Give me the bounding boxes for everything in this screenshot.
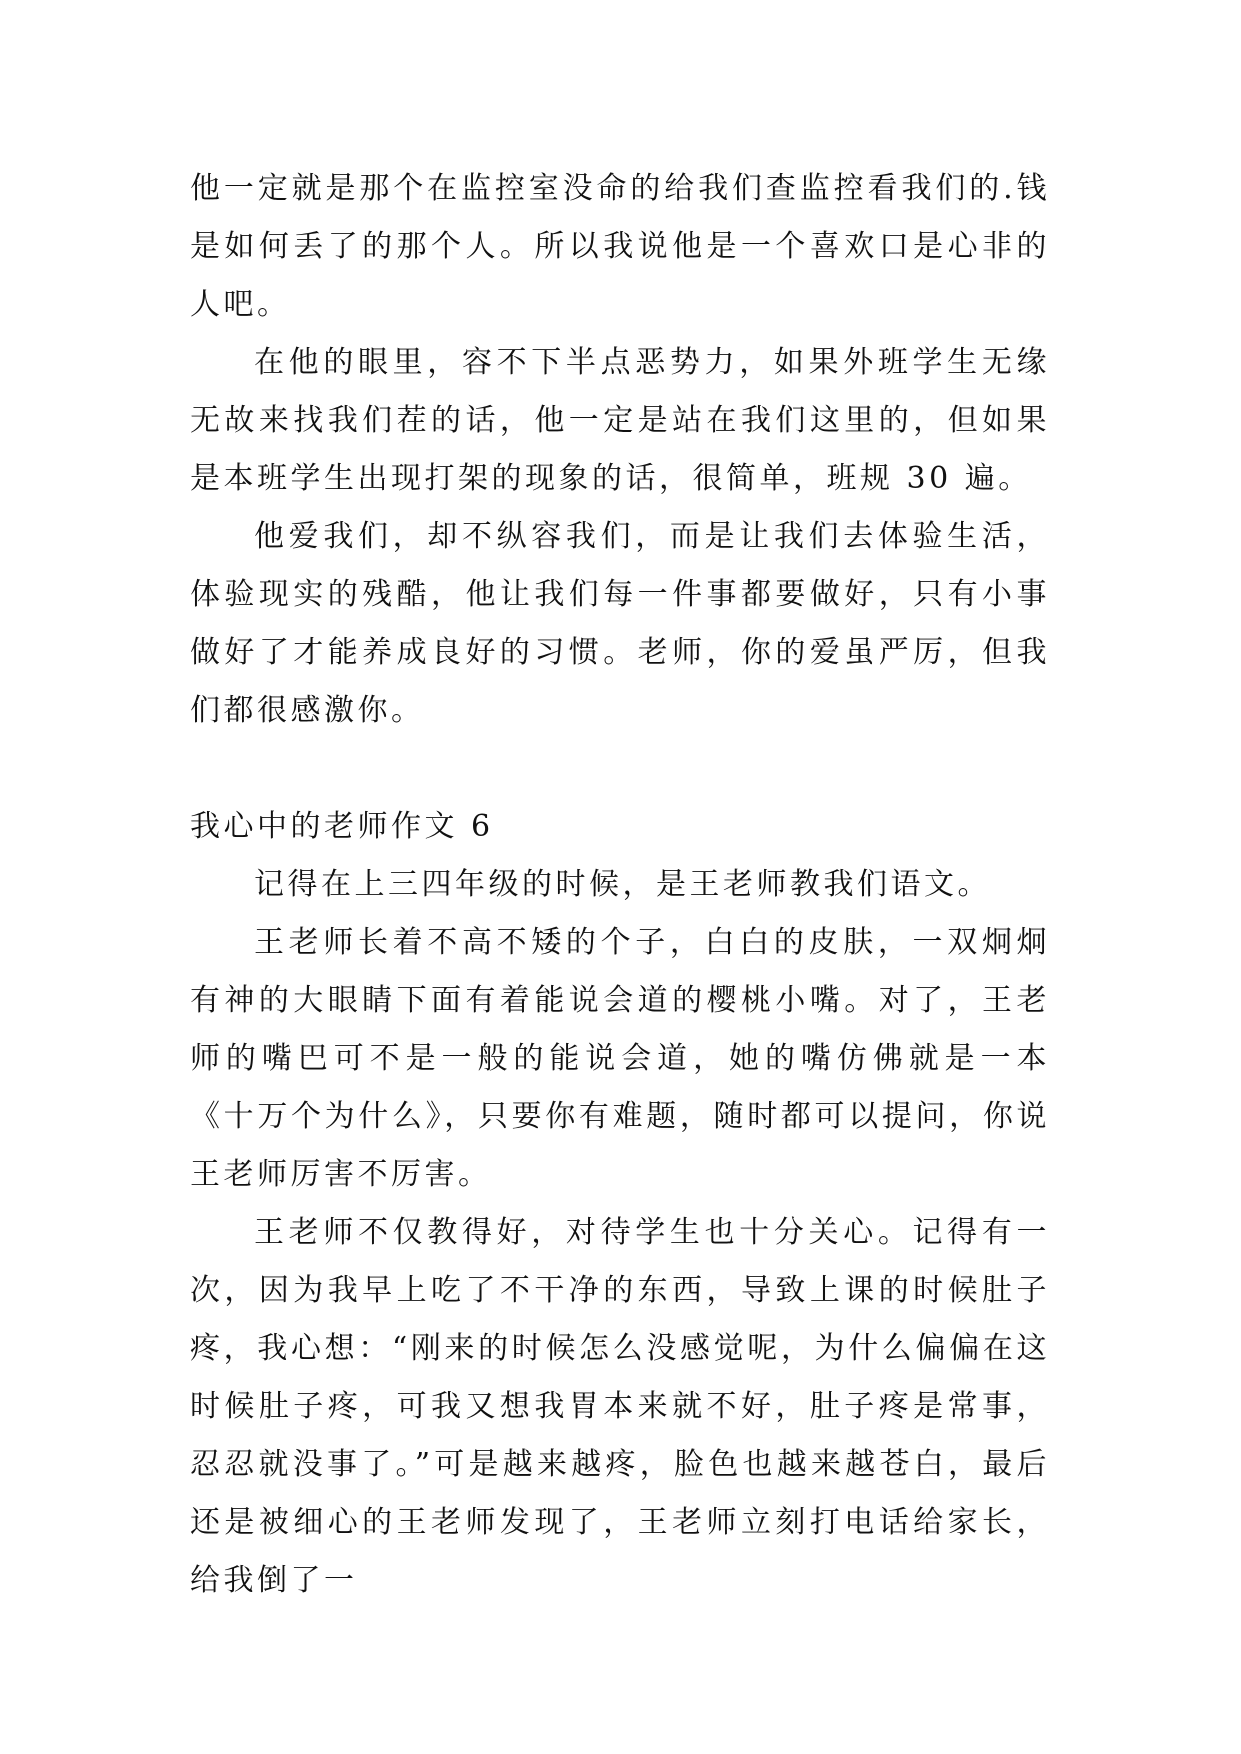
section-heading: 我心中的老师作文 6 — [190, 809, 494, 844]
paragraph-continuation: 他一定就是那个在监控室没命的给我们查监控看我们的.钱是如何丢了的那个人。所以我说他是一个喜欢口是心非的人吧。 — [190, 171, 1050, 322]
paragraph: 王老师长着不高不矮的个子，白白的皮肤，一双炯炯有神的大眼睛下面有着能说会道的樱桃小嘴。对了，王老师的嘴巴可不是一般的能说会道，她的嘴仿佛就是一本《十万个为什么》，只要你有难题，随时都可以提问，你说王老师厉害不厉害。 — [190, 925, 1050, 1192]
paragraph: 他爱我们，却不纵容我们，而是让我们去体验生活，体验现实的残酷，他让我们每一件事都要做好，只有小事做好了才能养成良好的习惯。老师，你的爱虽严厉，但我们都很感激你。 — [190, 519, 1050, 728]
paragraph: 记得在上三四年级的时候，是王老师教我们语文。 — [254, 867, 991, 902]
paragraph: 王老师不仅教得好，对待学生也十分关心。记得有一次，因为我早上吃了不干净的东西，导致上课的时候肚子疼，我心想：“刚来的时候怎么没感觉呢，为什么偏偏在这时候肚子疼，可我又想我胃本来就不好，肚子疼是常事，忍忍就没事了。”可是越来越疼，脸色也越来越苍白，最后还是被细心的王老师发现了，王老师立刻打电话给家长，给我倒了一 — [190, 1215, 1050, 1598]
paragraph: 在他的眼里，容不下半点恶势力，如果外班学生无缘无故来找我们茬的话，他一定是站在我们这里的，但如果是本班学生出现打架的现象的话，很简单，班规 30 遍。 — [190, 345, 1050, 496]
document-body — [190, 160, 1050, 1610]
